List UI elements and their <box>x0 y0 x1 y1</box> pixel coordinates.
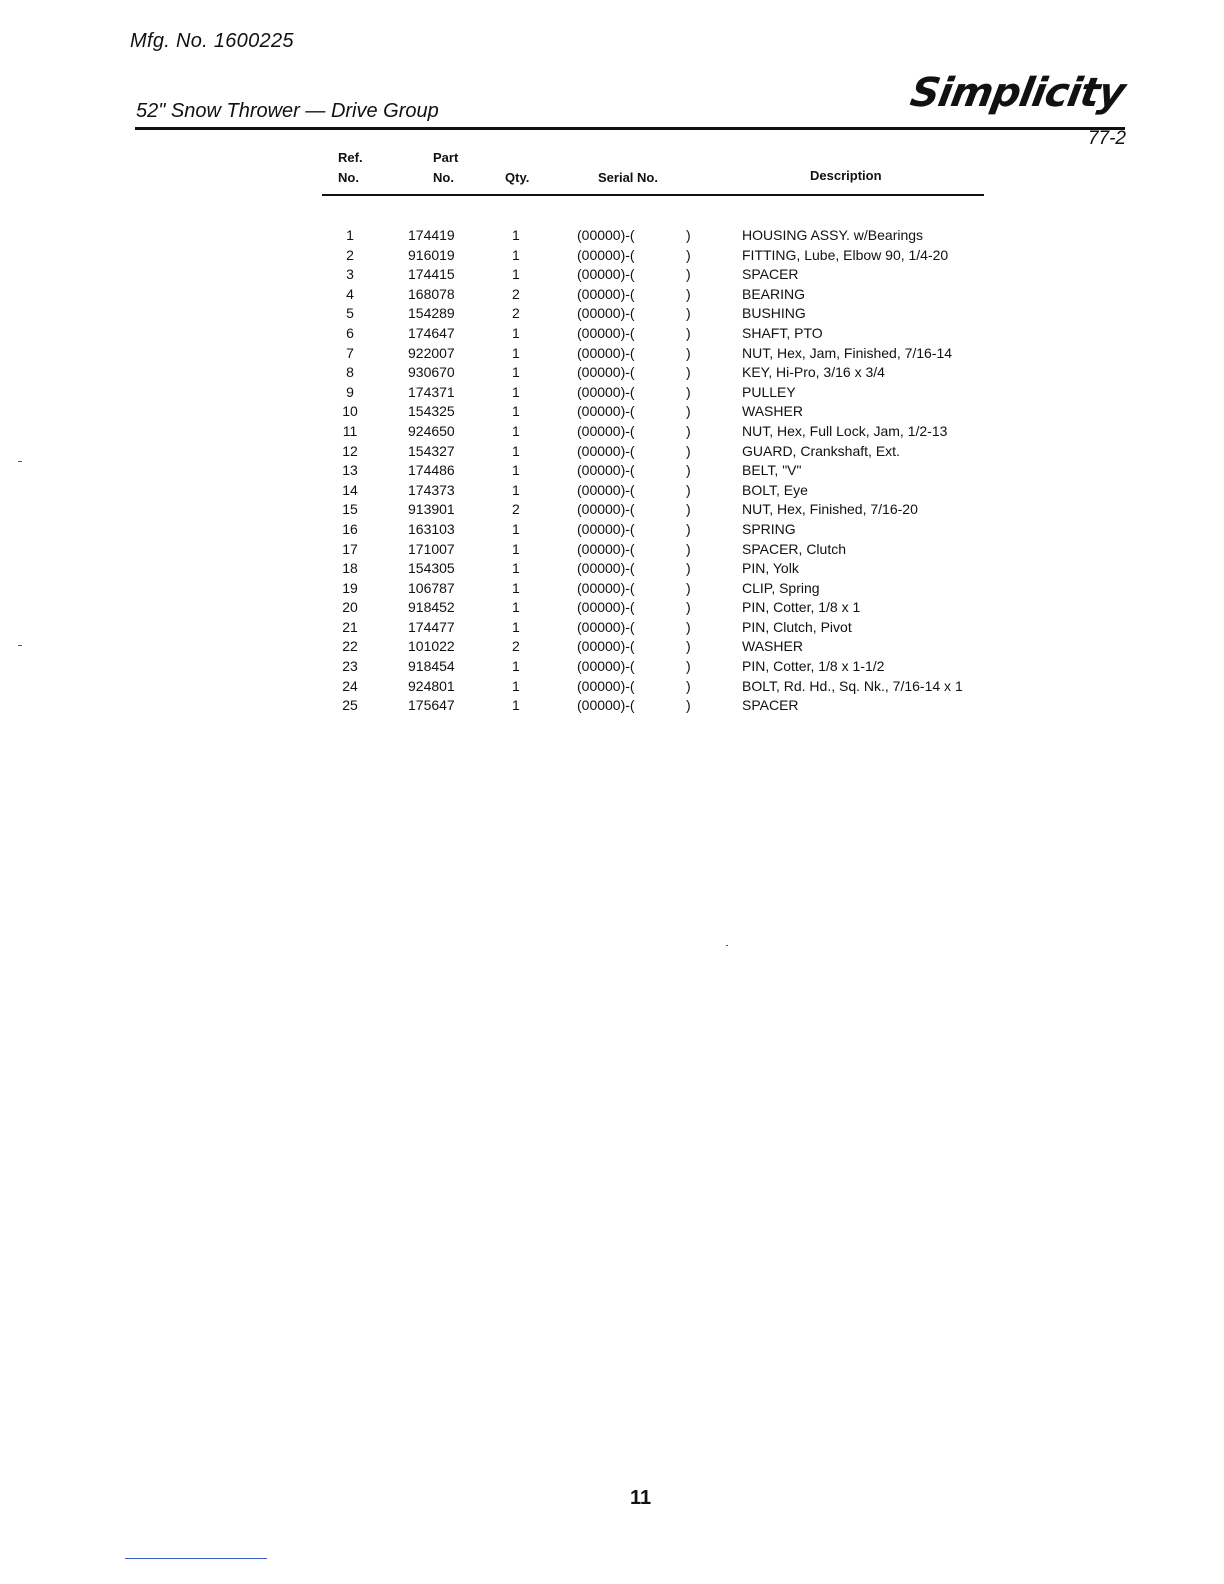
part-serial-close: ) <box>686 383 691 400</box>
part-description: BOLT, Eye <box>742 481 808 498</box>
part-serial: (00000)-( <box>577 403 635 420</box>
table-row <box>0 344 1224 364</box>
brand-logo: Simplicity <box>907 70 1129 116</box>
column-header-serial: Serial No. <box>598 170 658 185</box>
table-row <box>0 677 1224 697</box>
margin-mark <box>18 461 22 462</box>
part-number: 174477 <box>408 618 455 635</box>
part-serial: (00000)-( <box>577 266 635 283</box>
part-number: 101022 <box>408 638 455 655</box>
part-quantity: 1 <box>512 540 520 557</box>
part-serial: (00000)-( <box>577 324 635 341</box>
part-serial: (00000)-( <box>577 658 635 675</box>
part-serial-close: ) <box>686 364 691 381</box>
part-serial-close: ) <box>686 560 691 577</box>
part-number: 154289 <box>408 305 455 322</box>
part-description: NUT, Hex, Full Lock, Jam, 1/2-13 <box>742 422 948 439</box>
column-header-qty: Qty. <box>505 170 530 185</box>
part-ref-number: 12 <box>342 442 358 459</box>
part-number: 154325 <box>408 403 455 420</box>
part-quantity: 1 <box>512 658 520 675</box>
part-number: 174647 <box>408 324 455 341</box>
part-serial: (00000)-( <box>577 501 635 518</box>
part-quantity: 1 <box>512 579 520 596</box>
margin-mark <box>18 645 22 646</box>
page-number: 11 <box>630 1487 652 1509</box>
table-row <box>0 696 1224 716</box>
part-quantity: 1 <box>512 422 520 439</box>
part-description: SPACER, Clutch <box>742 540 846 557</box>
part-quantity: 1 <box>512 697 520 714</box>
part-ref-number: 8 <box>346 364 354 381</box>
part-quantity: 1 <box>512 599 520 616</box>
part-serial: (00000)-( <box>577 520 635 537</box>
table-row <box>0 520 1224 540</box>
part-serial: (00000)-( <box>577 618 635 635</box>
part-quantity: 2 <box>512 638 520 655</box>
part-serial-close: ) <box>686 677 691 694</box>
part-number: 918452 <box>408 599 455 616</box>
part-serial: (00000)-( <box>577 579 635 596</box>
table-row <box>0 618 1224 638</box>
part-serial-close: ) <box>686 324 691 341</box>
part-serial: (00000)-( <box>577 305 635 322</box>
column-header-ref <box>338 148 363 188</box>
part-serial: (00000)-( <box>577 481 635 498</box>
part-ref-number: 13 <box>342 462 358 479</box>
part-ref-number: 11 <box>342 422 358 439</box>
part-ref-number: 5 <box>346 305 354 322</box>
part-description: BUSHING <box>742 305 806 322</box>
part-quantity: 1 <box>512 677 520 694</box>
part-number: 924801 <box>408 677 455 694</box>
part-description: PIN, Cotter, 1/8 x 1-1/2 <box>742 658 885 675</box>
part-serial: (00000)-( <box>577 227 635 243</box>
part-ref-number: 3 <box>346 266 354 283</box>
part-ref-number: 2 <box>346 246 354 263</box>
part-quantity: 1 <box>512 442 520 459</box>
table-row <box>0 579 1224 599</box>
column-header-part <box>433 148 458 188</box>
part-serial: (00000)-( <box>577 697 635 714</box>
part-ref-number: 14 <box>342 481 358 498</box>
part-number: 154327 <box>408 442 455 459</box>
table-row <box>0 500 1224 520</box>
part-serial: (00000)-( <box>577 638 635 655</box>
table-row <box>0 422 1224 442</box>
part-description: BEARING <box>742 285 806 302</box>
part-number: 171007 <box>408 540 455 557</box>
part-quantity: 1 <box>512 462 520 479</box>
part-serial: (00000)-( <box>577 540 635 557</box>
part-ref-number: 24 <box>342 677 358 694</box>
part-serial: (00000)-( <box>577 246 635 263</box>
table-row <box>0 559 1224 579</box>
table-row <box>0 324 1224 344</box>
part-serial-close: ) <box>686 599 691 616</box>
part-serial: (00000)-( <box>577 383 635 400</box>
part-quantity: 1 <box>512 344 520 361</box>
mfg-number: Mfg. No. 1600225 <box>130 30 294 52</box>
part-serial-close: ) <box>686 658 691 675</box>
part-quantity: 1 <box>512 403 520 420</box>
table-row <box>0 540 1224 560</box>
part-number: 163103 <box>408 520 455 537</box>
part-number: 174371 <box>408 383 455 400</box>
part-description: NUT, Hex, Jam, Finished, 7/16-14 <box>742 344 953 361</box>
table-row <box>0 481 1224 501</box>
part-ref-number: 15 <box>342 501 358 518</box>
part-quantity: 1 <box>512 246 520 263</box>
part-number: 174373 <box>408 481 455 498</box>
part-ref-number: 6 <box>346 324 354 341</box>
table-row <box>0 265 1224 285</box>
table-row <box>0 226 1224 246</box>
part-ref-number: 7 <box>346 344 354 361</box>
part-ref-number: 10 <box>342 403 358 420</box>
page-reference: 77-2 <box>1087 128 1126 149</box>
part-serial-close: ) <box>686 697 691 714</box>
part-ref-number: 9 <box>346 383 354 400</box>
part-number: 174486 <box>408 462 455 479</box>
part-description: SHAFT, PTO <box>742 324 823 341</box>
part-serial-close: ) <box>686 618 691 635</box>
table-row <box>0 461 1224 481</box>
table-row <box>0 402 1224 422</box>
table-row <box>0 442 1224 462</box>
part-number: 174419 <box>408 227 455 243</box>
part-description: WASHER <box>742 638 803 655</box>
part-serial: (00000)-( <box>577 285 635 302</box>
part-quantity: 1 <box>512 520 520 537</box>
table-row <box>0 304 1224 324</box>
table-row <box>0 598 1224 618</box>
part-description: KEY, Hi-Pro, 3/16 x 3/4 <box>742 364 885 381</box>
column-header-ref-line1: Ref. <box>338 150 363 165</box>
part-serial-close: ) <box>686 540 691 557</box>
part-description: WASHER <box>742 403 803 420</box>
part-serial-close: ) <box>686 422 691 439</box>
part-number: 154305 <box>408 560 455 577</box>
part-serial: (00000)-( <box>577 462 635 479</box>
part-description: HOUSING ASSY. w/Bearings <box>742 227 924 243</box>
table-row <box>0 637 1224 657</box>
header-rule <box>135 127 1125 130</box>
part-ref-number: 23 <box>342 658 358 675</box>
part-description: SPACER <box>742 266 799 283</box>
part-serial: (00000)-( <box>577 599 635 616</box>
part-ref-number: 16 <box>342 520 358 537</box>
part-ref-number: 17 <box>342 540 358 557</box>
part-serial-close: ) <box>686 462 691 479</box>
part-serial-close: ) <box>686 520 691 537</box>
column-header-part-line2: No. <box>433 170 454 185</box>
part-description: BELT, "V" <box>742 462 802 479</box>
part-number: 922007 <box>408 344 455 361</box>
table-row <box>0 363 1224 383</box>
table-header-rule <box>322 194 984 196</box>
part-quantity: 1 <box>512 383 520 400</box>
part-ref-number: 21 <box>342 618 358 635</box>
part-serial-close: ) <box>686 579 691 596</box>
table-row <box>0 246 1224 266</box>
part-description: FITTING, Lube, Elbow 90, 1/4-20 <box>742 246 949 263</box>
part-ref-number: 25 <box>342 697 358 714</box>
part-description: SPRING <box>742 520 796 537</box>
table-row <box>0 383 1224 403</box>
table-row <box>0 657 1224 677</box>
part-description: BOLT, Rd. Hd., Sq. Nk., 7/16-14 x 1 <box>742 677 963 694</box>
part-serial: (00000)-( <box>577 364 635 381</box>
part-serial-close: ) <box>686 285 691 302</box>
part-number: 175647 <box>408 697 455 714</box>
table-row <box>0 285 1224 305</box>
part-serial-close: ) <box>686 638 691 655</box>
column-header-description: Description <box>810 168 882 183</box>
part-quantity: 1 <box>512 364 520 381</box>
part-quantity: 1 <box>512 266 520 283</box>
part-quantity: 1 <box>512 618 520 635</box>
part-quantity: 1 <box>512 324 520 341</box>
part-ref-number: 20 <box>342 599 358 616</box>
part-ref-number: 22 <box>342 638 358 655</box>
page-title: 52" Snow Thrower — Drive Group <box>136 100 439 122</box>
part-serial-close: ) <box>686 305 691 322</box>
part-description: PIN, Clutch, Pivot <box>742 618 852 635</box>
part-number: 924650 <box>408 422 455 439</box>
part-serial-close: ) <box>686 501 691 518</box>
parts-list <box>0 226 1224 716</box>
part-number: 918454 <box>408 658 455 675</box>
part-number: 930670 <box>408 364 455 381</box>
part-serial: (00000)-( <box>577 442 635 459</box>
column-header-part-line1: Part <box>433 150 459 165</box>
part-description: PIN, Cotter, 1/8 x 1 <box>742 599 861 616</box>
part-serial-close: ) <box>686 246 691 263</box>
part-serial: (00000)-( <box>577 560 635 577</box>
part-serial-close: ) <box>686 442 691 459</box>
part-number: 916019 <box>408 246 455 263</box>
part-serial: (00000)-( <box>577 677 635 694</box>
part-number: 174415 <box>408 266 455 283</box>
part-ref-number: 1 <box>346 227 354 243</box>
part-serial: (00000)-( <box>577 422 635 439</box>
part-description: CLIP, Spring <box>742 579 820 596</box>
part-description: GUARD, Crankshaft, Ext. <box>742 442 900 459</box>
part-quantity: 1 <box>512 560 520 577</box>
part-description: PIN, Yolk <box>742 560 799 577</box>
part-serial-close: ) <box>686 481 691 498</box>
part-description: SPACER <box>742 697 799 714</box>
part-serial: (00000)-( <box>577 344 635 361</box>
part-description: PULLEY <box>742 383 796 400</box>
part-ref-number: 18 <box>342 560 358 577</box>
part-quantity: 1 <box>512 481 520 498</box>
part-description: NUT, Hex, Finished, 7/16-20 <box>742 501 918 518</box>
part-quantity: 2 <box>512 285 520 302</box>
part-serial-close: ) <box>686 266 691 283</box>
part-number: 106787 <box>408 579 455 596</box>
part-ref-number: 19 <box>342 579 358 596</box>
part-serial-close: ) <box>686 227 691 243</box>
part-quantity: 2 <box>512 501 520 518</box>
part-serial-close: ) <box>686 403 691 420</box>
column-header-ref-line2: No. <box>338 170 359 185</box>
part-number: 913901 <box>408 501 455 518</box>
part-serial-close: ) <box>686 344 691 361</box>
part-number: 168078 <box>408 285 455 302</box>
scan-speck <box>726 945 728 946</box>
part-ref-number: 4 <box>346 285 354 302</box>
part-quantity: 1 <box>512 227 520 243</box>
footer-line <box>125 1558 267 1559</box>
part-quantity: 2 <box>512 305 520 322</box>
